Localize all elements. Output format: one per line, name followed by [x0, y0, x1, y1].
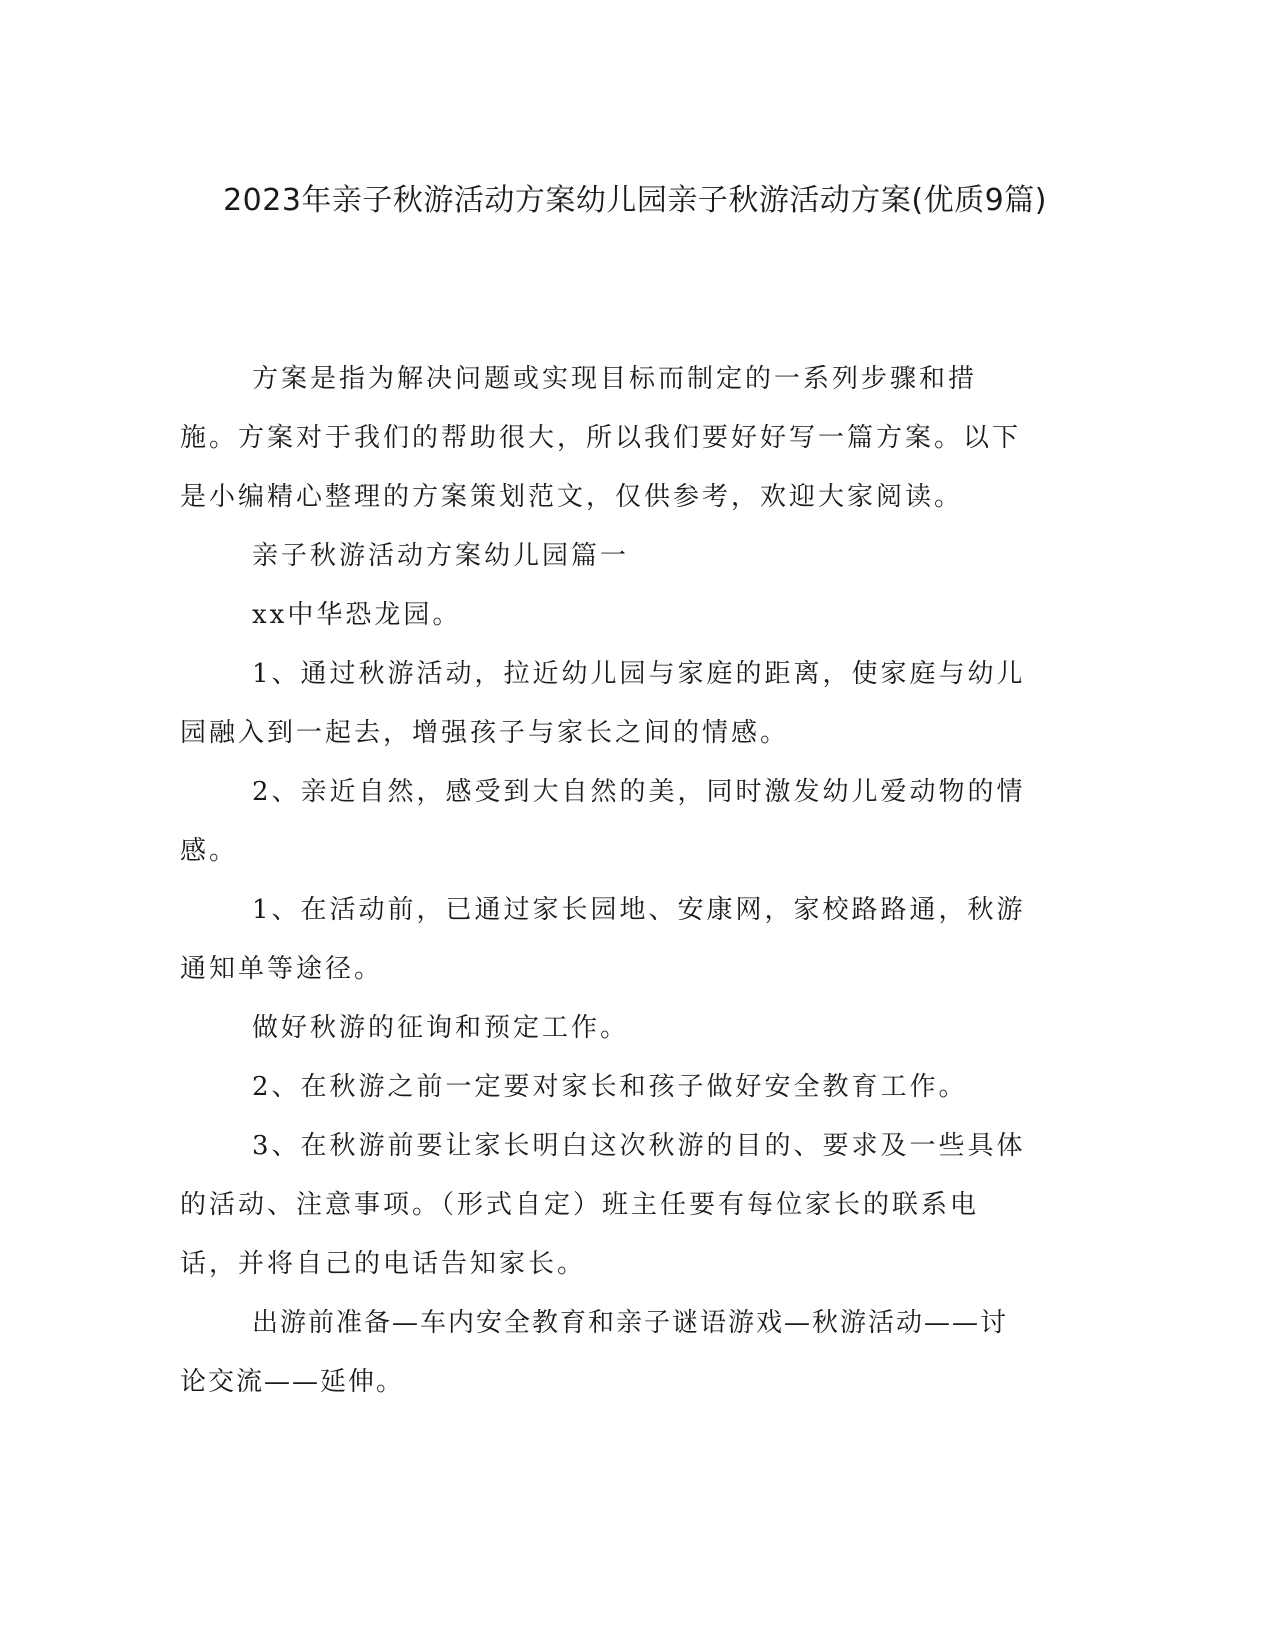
- preparation-item-2: 2、在秋游之前一定要对家长和孩子做好安全教育工作。: [252, 1072, 968, 1102]
- goal-item-1: 1、通过秋游活动，拉近幼儿园与家庭的距离，使家庭与幼儿园融入到一起去，增强孩子与家长之间的情感。: [180, 659, 1026, 748]
- location-paragraph: xx中华恐龙园。: [252, 600, 462, 630]
- document-body: [180, 350, 1030, 1412]
- preparation-item-1: 1、在活动前，已通过家长园地、安康网，家校路路通，秋游通知单等途径。: [180, 895, 1026, 984]
- process-paragraph: 出游前准备—车内安全教育和亲子谜语游戏—秋游活动——讨论交流——延伸。: [180, 1308, 1009, 1397]
- intro-paragraph: 方案是指为解决问题或实现目标而制定的一系列步骤和措施。方案对于我们的帮助很大，所以我们要好好写一篇方案。以下是小编精心整理的方案策划范文，仅供参考，欢迎大家阅读。: [180, 364, 1022, 512]
- preparation-item-3: 3、在秋游前要让家长明白这次秋游的目的、要求及一些具体的活动、注意事项。（形式自定）班主任要有每位家长的联系电话，并将自己的电话告知家长。: [180, 1131, 1026, 1279]
- preparation-note: 做好秋游的征询和预定工作。: [252, 1013, 630, 1043]
- document-title: 2023年亲子秋游活动方案幼儿园亲子秋游活动方案(优质9篇): [223, 183, 1047, 218]
- section-heading: 亲子秋游活动方案幼儿园篇一: [252, 541, 630, 571]
- goal-item-2: 2、亲近自然，感受到大自然的美，同时激发幼儿爱动物的情感。: [180, 777, 1026, 866]
